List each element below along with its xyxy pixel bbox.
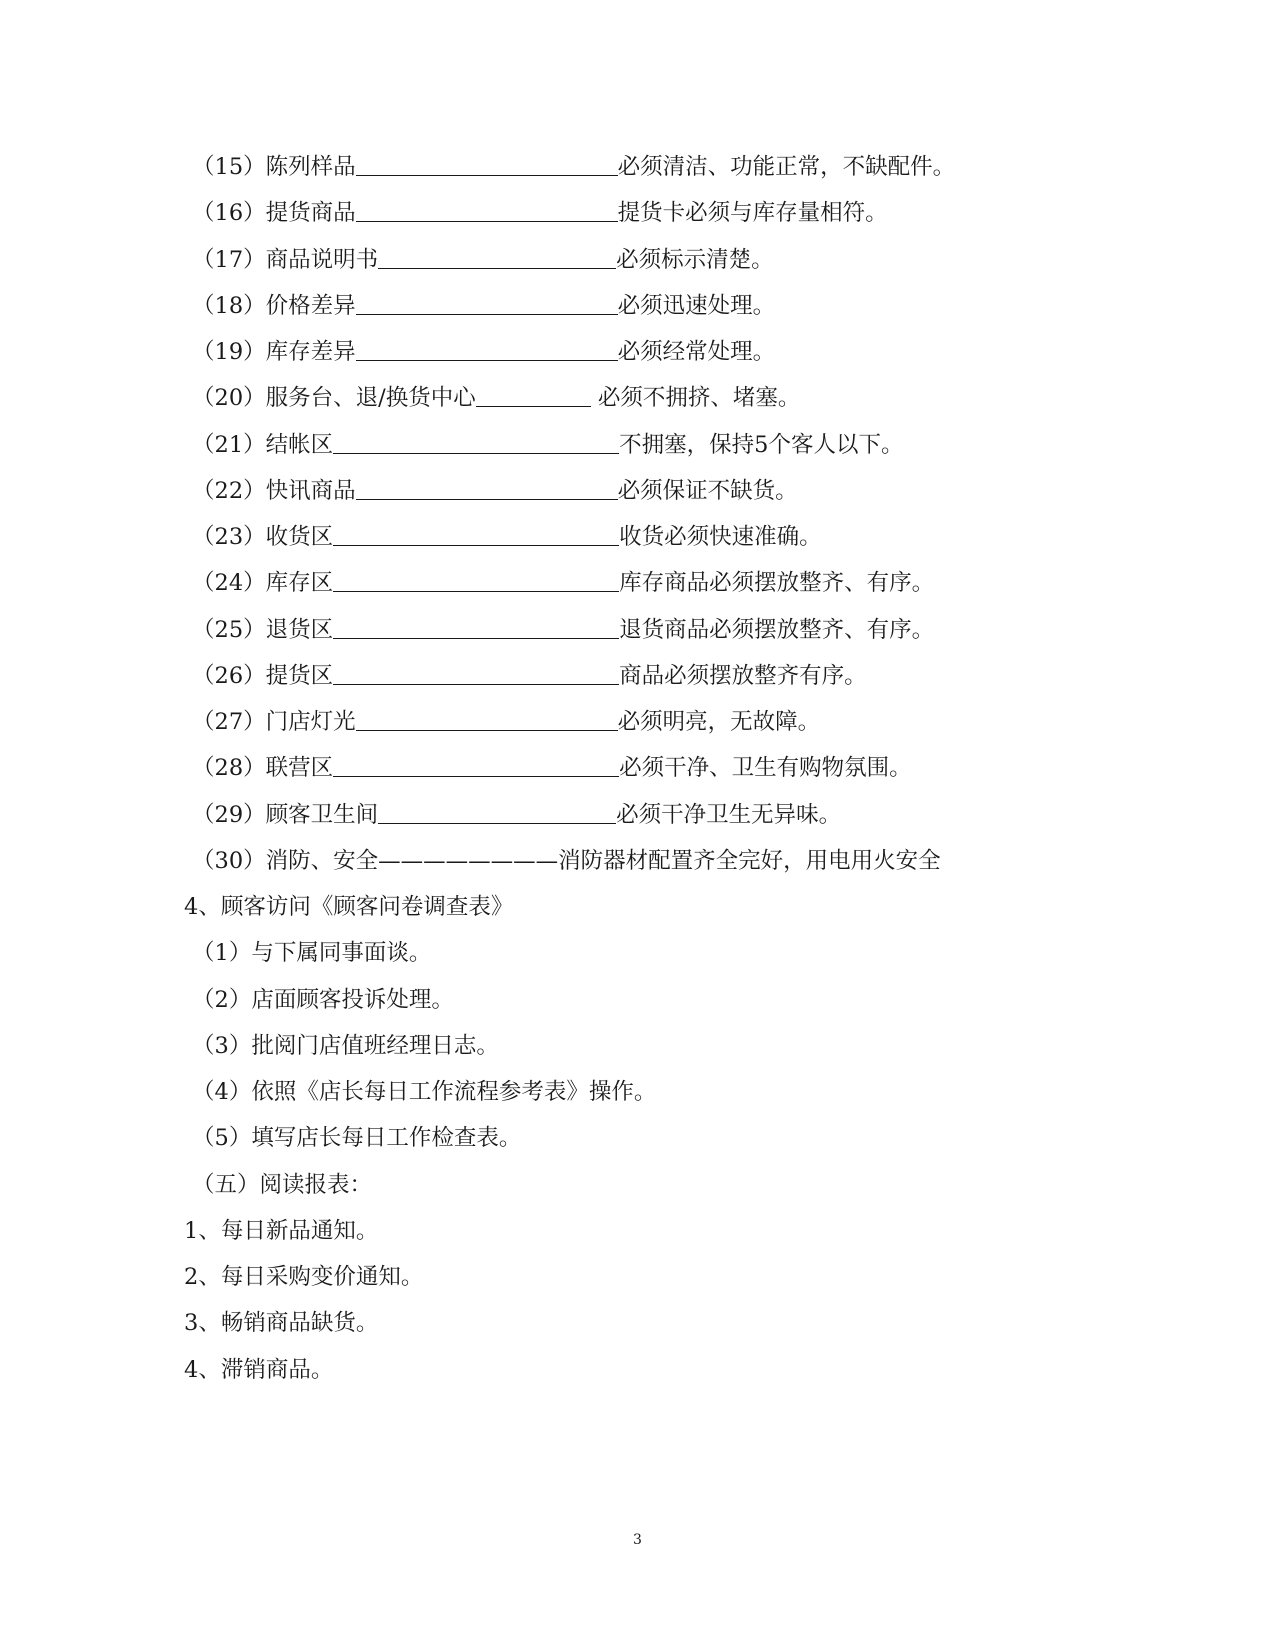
- item-text: 必须经常处理。: [617, 339, 776, 365]
- item-label: （15）陈列样品: [192, 154, 356, 180]
- checklist-item-21: [192, 430, 903, 460]
- sub-item: （5）填写店长每日工作检查表。: [192, 1125, 522, 1151]
- sub-item: （4）依照《店长每日工作流程参考表》操作。: [192, 1079, 657, 1105]
- checklist-item-30: （30）消防、安全————————消防器材配置齐全完好，用电用火安全: [192, 848, 941, 874]
- item-label: （19）库存差异: [192, 339, 356, 365]
- item-label: （28）联营区: [192, 755, 334, 781]
- item-label: （26）提货区: [192, 663, 334, 689]
- item-text: 库存商品必须摆放整齐、有序。: [619, 570, 935, 596]
- checklist-item-22: [192, 476, 798, 506]
- checklist-item-20: [192, 383, 800, 413]
- sub-item: （2）店面顾客投诉处理。: [192, 987, 454, 1013]
- report-item: 2、每日采购变价通知。: [184, 1264, 424, 1290]
- section-heading: 4、顾客访问《顾客问卷调查表》: [184, 894, 514, 920]
- checklist-item-27: [192, 707, 820, 737]
- checklist-item-19: [192, 337, 775, 367]
- item-text: 提货卡必须与库存量相符。: [617, 200, 888, 226]
- report-item: 4、滞销商品。: [184, 1357, 334, 1383]
- item-text: 必须不拥挤、堵塞。: [590, 385, 801, 411]
- page-number: 3: [633, 1532, 642, 1548]
- fill-blank: [356, 199, 618, 222]
- fill-blank: [378, 801, 616, 824]
- item-text: 必须保证不缺货。: [617, 478, 798, 504]
- fill-blank: [476, 384, 591, 407]
- item-label: （29）顾客卫生间: [192, 802, 379, 828]
- item-text: 退货商品必须摆放整齐、有序。: [619, 617, 935, 643]
- checklist-item-15: [192, 152, 955, 182]
- fill-blank: [356, 477, 618, 500]
- report-item: 3、畅销商品缺货。: [184, 1310, 379, 1336]
- fill-blank: [356, 338, 618, 361]
- checklist-item-26: [192, 661, 867, 691]
- item-label: （18）价格差异: [192, 293, 356, 319]
- sub-item: （3）批阅门店值班经理日志。: [192, 1033, 499, 1059]
- item-label: （20）服务台、退/换货中心: [192, 385, 476, 411]
- checklist-item-24: [192, 568, 934, 598]
- item-text: 不拥塞，保持5个客人以下。: [619, 432, 904, 458]
- checklist-item-17: [192, 245, 774, 275]
- item-text: 必须迅速处理。: [617, 293, 776, 319]
- item-text: 商品必须摆放整齐有序。: [619, 663, 867, 689]
- fill-blank: [333, 431, 619, 454]
- fill-blank: [333, 662, 619, 685]
- fill-blank: [333, 569, 619, 592]
- item-label: （17）商品说明书: [192, 247, 379, 273]
- item-text: 必须标示清楚。: [616, 247, 774, 273]
- checklist-item-18: [192, 291, 775, 321]
- checklist-item-16: [192, 198, 888, 228]
- checklist-item-23: [192, 522, 822, 552]
- fill-blank: [333, 616, 619, 639]
- item-label: （25）退货区: [192, 617, 334, 643]
- item-text: 必须明亮，无故障。: [617, 709, 821, 735]
- fill-blank: [356, 708, 618, 731]
- item-label: （22）快讯商品: [192, 478, 356, 504]
- item-text: 收货必须快速准确。: [619, 524, 822, 550]
- section-heading: （五）阅读报表：: [192, 1172, 373, 1198]
- item-label: （23）收货区: [192, 524, 334, 550]
- fill-blank: [378, 246, 616, 269]
- report-item: 1、每日新品通知。: [184, 1218, 379, 1244]
- item-text: 必须干净卫生无异味。: [616, 802, 842, 828]
- fill-blank: [356, 153, 618, 176]
- fill-blank: [333, 523, 619, 546]
- item-text: 必须清洁、功能正常，不缺配件。: [617, 154, 956, 180]
- item-label: （27）门店灯光: [192, 709, 356, 735]
- checklist-item-25: [192, 615, 934, 645]
- checklist-item-28: [192, 753, 912, 783]
- item-label: （24）库存区: [192, 570, 334, 596]
- item-label: （21）结帐区: [192, 432, 334, 458]
- fill-blank: [356, 292, 618, 315]
- checklist-item-29: [192, 800, 841, 830]
- fill-blank: [333, 754, 619, 777]
- item-text: 必须干净、卫生有购物氛围。: [619, 755, 912, 781]
- item-label: （16）提货商品: [192, 200, 356, 226]
- sub-item: （1）与下属同事面谈。: [192, 940, 432, 966]
